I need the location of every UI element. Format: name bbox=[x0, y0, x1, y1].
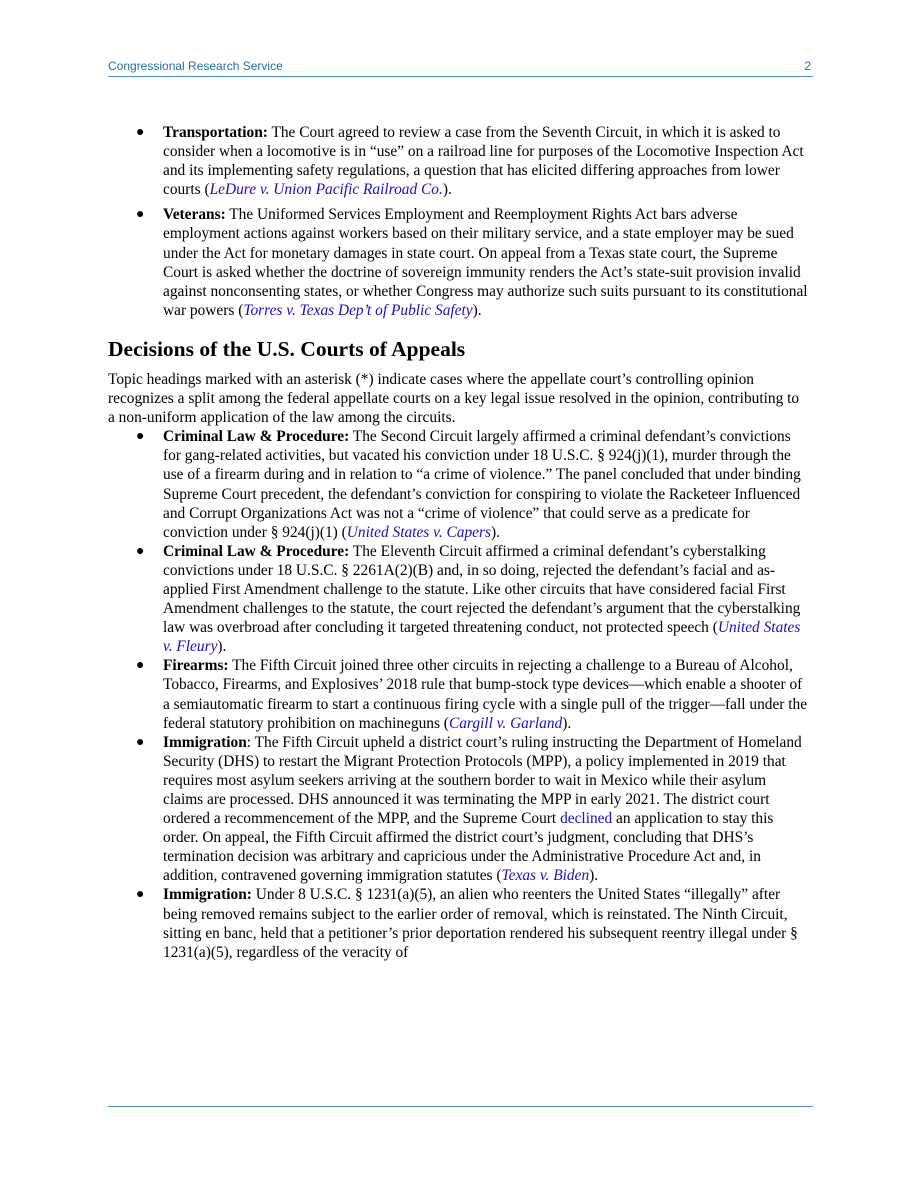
section-intro: Topic headings marked with an asterisk (*) indicate cases where the appellate court’s controlling opinion recognizes a split among the federal appellate courts on a key legal issue resolved in the opinion, contributing to a non-uniform application of the law among the circuits. bbox=[108, 370, 800, 427]
list-item bbox=[108, 427, 808, 542]
item-label: Criminal Law & Procedure: bbox=[163, 428, 350, 446]
item-text: The Uniformed Services Employment and Reemployment Rights Act bars adverse employment actions against workers based on their military service, and a state employer may be sued under the Act for monetary damages in state court. On appeal from a Texas state court, the Supreme Court is asked whether the doctrine of sovereign immunity renders the Act’s state-suit provision invalid against nonconsenting states, or whether Congress may authorize such suits pursuant to its constitutional war powers ( bbox=[163, 206, 808, 319]
case-link[interactable]: Texas v. Biden bbox=[501, 867, 590, 885]
bullet-icon: ● bbox=[136, 207, 145, 223]
case-link[interactable]: United States v. Fleury bbox=[163, 619, 801, 656]
item-label: Firearms: bbox=[163, 657, 229, 675]
item-end: ). bbox=[562, 714, 572, 732]
declined-link[interactable]: declined bbox=[560, 810, 613, 828]
item-text: The Fifth Circuit joined three other circuits in rejecting a challenge to a Bureau of Alcohol, Tobacco, Firearms, and Explosives’ 2018 rule that bump-stock type devices—which enable a shooter of a semiautomatic firearm to start a continuous firing cycle with a single pull of the trigger—fall under the federal statutory prohibition on machineguns ( bbox=[163, 657, 808, 732]
item-text: The Court agreed to review a case from the Seventh Circuit, in which it is asked to consider when a locomotive is in “use” on a railroad line for purposes of the Locomotive Inspection Act and its implementing safety regulations, a question that has elicited differing approaches from lower courts ( bbox=[163, 124, 804, 199]
case-link[interactable]: Cargill v. Garland bbox=[448, 714, 563, 732]
case-link[interactable]: LeDure v. Union Pacific Railroad Co. bbox=[209, 181, 443, 199]
page-number: 2 bbox=[804, 59, 811, 73]
item-text: Under 8 U.S.C. § 1231(a)(5), an alien who reenters the United States “illegally” after being removed remains subject to the earlier order of removal, which is reinstated. The Ninth Circuit, sitting en banc, held that a petitioner’s prior deportation rendered his subsequent reentry illegal under § 1231(a)(5), regardless of the veracity of bbox=[163, 886, 798, 961]
footer-rule bbox=[108, 1106, 813, 1107]
bullet-icon: ● bbox=[136, 658, 145, 674]
list-item bbox=[108, 542, 808, 657]
bullet-icon: ● bbox=[136, 429, 145, 445]
item-label: Criminal Law & Procedure: bbox=[163, 542, 350, 560]
bullet-icon: ● bbox=[136, 543, 145, 559]
item-end: ). bbox=[442, 181, 452, 199]
item-label: Transportation: bbox=[163, 124, 268, 141]
page-header bbox=[108, 58, 813, 76]
item-label: Veterans: bbox=[163, 206, 226, 224]
list-item bbox=[108, 656, 808, 732]
item-end: ). bbox=[217, 638, 227, 656]
case-link[interactable]: Torres v. Texas Dep’t of Public Safety bbox=[243, 301, 473, 319]
appeals-decisions-list bbox=[108, 427, 808, 962]
list-item bbox=[108, 205, 808, 320]
header-org-name: Congressional Research Service bbox=[108, 59, 283, 73]
item-end: ). bbox=[472, 301, 482, 319]
section-heading: Decisions of the U.S. Courts of Appeals bbox=[108, 336, 466, 361]
item-end: ). bbox=[490, 523, 500, 541]
page-content bbox=[108, 123, 808, 962]
case-link[interactable]: United States v. Capers bbox=[346, 523, 491, 541]
bullet-icon: ● bbox=[136, 125, 145, 140]
list-item bbox=[108, 733, 808, 886]
supreme-court-list bbox=[108, 123, 808, 320]
item-label: Immigration bbox=[163, 733, 247, 751]
item-text: The Second Circuit largely affirmed a criminal defendant’s convictions for gang-related activities, but vacated his conviction under 18 U.S.C. § 924(j)(1), murder through the use of a firearm during and in relation to “a crime of violence.” The panel concluded that under binding Supreme Court precedent, the defendant’s conviction for conspiring to violate the Racketeer Influenced and Corrupt Organizations Act was not a “crime of violence” that could serve as a predicate for conviction under § 924(j)(1) ( bbox=[163, 428, 801, 541]
item-label: Immigration: bbox=[163, 886, 252, 904]
item-end: ). bbox=[589, 867, 599, 885]
bullet-icon: ● bbox=[136, 887, 145, 903]
item-text: : The Fifth Circuit upheld a district court’s ruling instructing the Department of Homeland Security (DHS) to restart the Migrant Protection Protocols (MPP), a policy implemented in 2019 that requires most asylum seekers arriving at the southern border to wait in Mexico while their asylum claims are processed. DHS announced it was terminating the MPP in early 2021. The district court ordered a recommencement of the MPP, and the Supreme Court bbox=[163, 733, 802, 828]
bullet-icon: ● bbox=[136, 734, 145, 750]
item-text-continued: an application to stay this order. On appeal, the Fifth Circuit affirmed the district court’s judgment, concluding that DHS’s termination decision was arbitrary and capricious under the Administrative Procedure Act and, in addition, contravened governing immigration statutes ( bbox=[163, 810, 774, 885]
header-rule bbox=[108, 76, 813, 77]
item-text: The Eleventh Circuit affirmed a criminal defendant’s cyberstalking convictions under 18 U.S.C. § 2261A(2)(B) and, in so doing, rejected the defendant’s facial and as-applied First Amendment challenge to the statute. Like other circuits that have considered facial First Amendment challenges to the statute, the court rejected the defendant’s argument that the cyberstalking law was overbroad after concluding it targeted threatening conduct, not protected speech ( bbox=[163, 542, 801, 637]
list-item bbox=[108, 885, 808, 961]
list-item bbox=[108, 123, 808, 199]
